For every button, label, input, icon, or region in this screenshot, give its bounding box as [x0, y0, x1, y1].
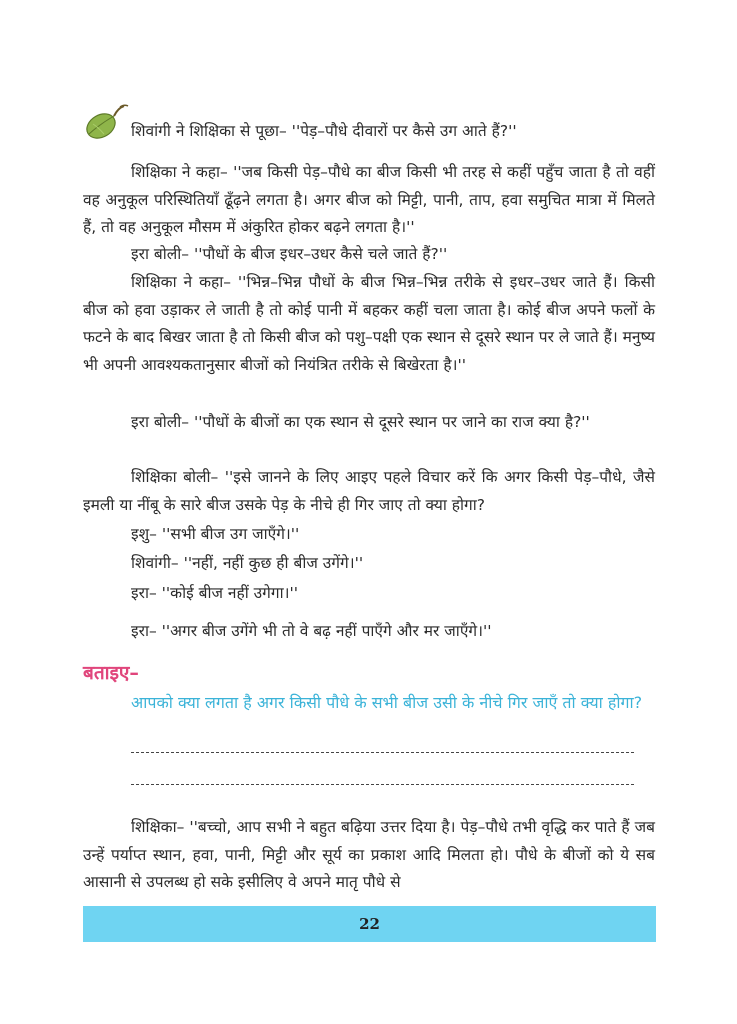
- paragraph-teacher-answer-1: शिक्षिका ने कहा– ''जब किसी पेड़–पौधे का बीज किसी भी तरह से कहीं पहुँच जाता है तो वहीं वह अनुकूल परिस्थितियाँ ढूँढ़ने लगता है। अगर बीज को मिट्टी, पानी, ताप, हवा समुचित मात्रा में मिलते हैं, तो वह अनुकूल मौसम में अंकुरित होकर बढ़ने लगता है।'': [83, 163, 655, 236]
- paragraph-ira-question-2: इरा बोली– ''पौधों के बीजों का एक स्थान से दूसरे स्थान पर जाने का राज क्या है?'': [131, 413, 590, 431]
- paragraph-ira-question-1: इरा बोली– ''पौधों के बीज इधर–उधर कैसे चले जाते हैं?'': [131, 245, 448, 263]
- paragraph-teacher-answer-2: शिक्षिका ने कहा– ''भिन्न–भिन्न पौधों के बीज भिन्न–भिन्न तरीके से इधर–उधर जाते हैं। किसी बीज को हवा उड़ाकर ले जाती है तो कोई पानी में बहकर कहीं चला जाता है। कोई बीज अपने फलों के फटने के बाद बिखर जाता है तो किसी बीज को पशु–पक्षी एक स्थान से दूसरे स्थान पर ले जाते हैं। मनुष्य भी अपनी आवश्यकतानुसार बीजों को नियंत्रित तरीके से बिखेरता है।'': [83, 273, 655, 374]
- page-footer: [83, 906, 656, 942]
- paragraph-teacher-prompt: शिक्षिका बोली– ''इसे जानने के लिए आइए पहले विचार करें कि अगर किसी पेड़–पौधे, जैसे इमली या नींबू के सारे बीज उसके पेड़ के नीचे ही गिर जाए तो क्या होगा?: [83, 468, 655, 514]
- page-number: 22: [359, 915, 380, 933]
- line-ira-reply-2: इरा– ''अगर बीज उगेंगे भी तो वे बढ़ नहीं पाएँगे और मर जाएँगे।'': [131, 622, 492, 640]
- paragraph-teacher-conclusion: शिक्षिका– ''बच्चो, आप सभी ने बहुत बढ़िया उत्तर दिया है। पेड़–पौधे तभी वृद्धि कर पाते हैं जब उन्हें पर्याप्त स्थान, हवा, पानी, मिट्टी और सूर्य का प्रकाश आदि मिलता हो। पौधे के बीजों को ये सब आसानी से उपलब्ध हो सके इसीलिए वे अपने मातृ पौधे से: [83, 818, 655, 891]
- activity-question: आपको क्या लगता है अगर किसी पौधे के सभी बीज उसी के नीचे गिर जाएँ तो क्या होगा?: [131, 693, 643, 712]
- paragraph-shivangi-question: शिवांगी ने शिक्षिका से पूछा– ''पेड़–पौधे दीवारों पर कैसे उग आते हैं?'': [131, 122, 517, 140]
- seed-pod-icon: [84, 102, 130, 142]
- answer-line-1: [131, 752, 634, 753]
- answer-line-2: [131, 784, 634, 785]
- line-ishu-reply: इशु– ''सभी बीज उग जाएँगे।'': [131, 525, 300, 543]
- activity-heading: बताइए–: [83, 662, 139, 684]
- line-shivangi-reply: शिवांगी– ''नहीं, नहीं कुछ ही बीज उगेंगे।'': [131, 554, 364, 572]
- line-ira-reply-1: इरा– ''कोई बीज नहीं उगेगा।'': [131, 584, 299, 602]
